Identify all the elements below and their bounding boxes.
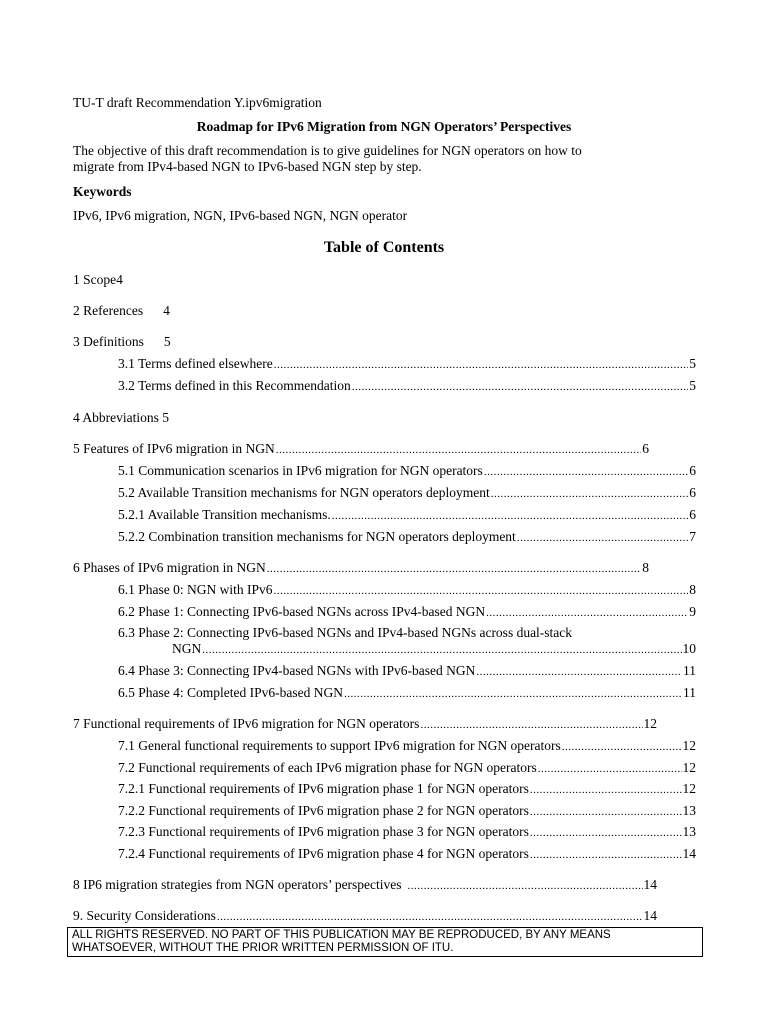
dot-leader [217, 909, 643, 925]
dot-leader [332, 508, 689, 524]
toc-entry-6-5[interactable]: 6.5 Phase 4: Completed IPv6-based NGN ..... 11 [118, 685, 696, 702]
toc-entry-5-2[interactable]: 5.2 Available Transition mechanisms for NGN operators deployment ..... 6 [118, 485, 696, 502]
toc-entry-5-1[interactable]: 5.1 Communication scenarios in IPv6 migration for NGN operators ..... 6 [118, 463, 696, 480]
keywords-text: IPv6, IPv6 migration, NGN, IPv6-based NGN, NGN operator [73, 208, 408, 223]
toc-entry-2[interactable]: 2 References 4 [73, 303, 170, 318]
toc-entry-7-2-3[interactable]: 7.2.3 Functional requirements of IPv6 migration phase 3 for NGN operators ..... 13 [118, 824, 696, 841]
dot-leader [530, 847, 682, 863]
dot-leader [562, 739, 682, 755]
toc-entry-3[interactable]: 3 Definitions 5 [73, 334, 171, 349]
toc-entry-5-2-2[interactable]: 5.2.2 Combination transition mechanisms for NGN operators deployment ..... 7 [118, 529, 696, 546]
dot-leader [530, 782, 682, 798]
toc-entry-3-1[interactable]: 3.1 Terms defined elsewhere ..... 5 [118, 356, 696, 373]
dot-leader [274, 583, 689, 599]
toc-entry-6-2[interactable]: 6.2 Phase 1: Connecting IPv6-based NGNs across IPv4-based NGN ..... 9 [118, 604, 696, 621]
dot-leader [491, 486, 689, 502]
dot-leader [274, 357, 689, 373]
doc-title: Roadmap for IPv6 Migration from NGN Operators’ Perspectives [196, 119, 572, 134]
summary-line-1: The objective of this draft recommendation is to give guidelines for NGN operators on how to [73, 143, 582, 158]
toc-entry-8[interactable]: 8 IP6 migration strategies from NGN operators’ perspectives ..... 14 [73, 877, 657, 894]
toc-entry-7-2-4[interactable]: 7.2.4 Functional requirements of IPv6 migration phase 4 for NGN operators ..... 14 [118, 846, 696, 863]
dot-leader [530, 825, 682, 841]
toc-entry-5[interactable]: 5 Features of IPv6 migration in NGN ..... 6 [73, 441, 649, 458]
dot-leader [486, 605, 688, 621]
toc-entry-5-2-1[interactable]: 5.2.1 Available Transition mechanisms. ..... 6 [118, 507, 696, 524]
dot-leader [344, 686, 682, 702]
dot-leader [276, 442, 642, 458]
dot-leader [476, 664, 682, 680]
doc-label: TU-T draft Recommendation Y.ipv6migration [73, 95, 322, 110]
toc-entry-7-2-2[interactable]: 7.2.2 Functional requirements of IPv6 migration phase 2 for NGN operators ..... 13 [118, 803, 696, 820]
toc-entry-6-4[interactable]: 6.4 Phase 3: Connecting IPv4-based NGNs with IPv6-based NGN ..... 11 [118, 663, 696, 680]
keywords-heading: Keywords [73, 184, 132, 199]
dot-leader [420, 717, 642, 733]
toc-entry-4[interactable]: 4 Abbreviations 5 [73, 410, 169, 425]
summary-line-2: migrate from IPv4-based NGN to IPv6-based NGN step by step. [73, 159, 422, 174]
toc-heading: Table of Contents [323, 239, 445, 256]
dot-leader [202, 642, 681, 658]
dot-leader [484, 464, 688, 480]
toc-entry-7-2[interactable]: 7.2 Functional requirements of each IPv6 migration phase for NGN operators ..... 12 [118, 760, 696, 777]
dot-leader [538, 761, 682, 777]
toc-entry-6-3-line-1[interactable]: 6.3 Phase 2: Connecting IPv6-based NGNs and IPv4-based NGNs across dual-stack [118, 625, 573, 640]
toc-entry-3-2[interactable]: 3.2 Terms defined in this Recommendation ..... 5 [118, 378, 696, 395]
copyright-notice: ALL RIGHTS RESERVED. NO PART OF THIS PUBLICATION MAY BE REPRODUCED, BY ANY MEANS WHATSOEVER, WITHOUT THE PRIOR WRITTEN PERMISSION OF ITU. [67, 927, 703, 957]
toc-entry-6[interactable]: 6 Phases of IPv6 migration in NGN ..... 8 [73, 560, 649, 577]
toc-entry-6-1[interactable]: 6.1 Phase 0: NGN with IPv6 ..... 8 [118, 582, 696, 599]
dot-leader [267, 561, 642, 577]
dot-leader [352, 379, 688, 395]
dot-leader [408, 878, 643, 894]
toc-entry-1[interactable]: 1 Scope4 [73, 272, 123, 287]
toc-entry-7[interactable]: 7 Functional requirements of IPv6 migration for NGN operators ..... 12 [73, 716, 657, 733]
toc-entry-7-2-1[interactable]: 7.2.1 Functional requirements of IPv6 migration phase 1 for NGN operators ..... 12 [118, 781, 696, 798]
dot-leader [517, 530, 688, 546]
dot-leader [530, 804, 682, 820]
toc-entry-7-1[interactable]: 7.1 General functional requirements to support IPv6 migration for NGN operators ..... 12 [118, 738, 696, 755]
toc-entry-9[interactable]: 9. Security Considerations ..... 14 [73, 908, 657, 925]
toc-entry-6-3[interactable]: NGN ..... 10 [172, 641, 696, 658]
